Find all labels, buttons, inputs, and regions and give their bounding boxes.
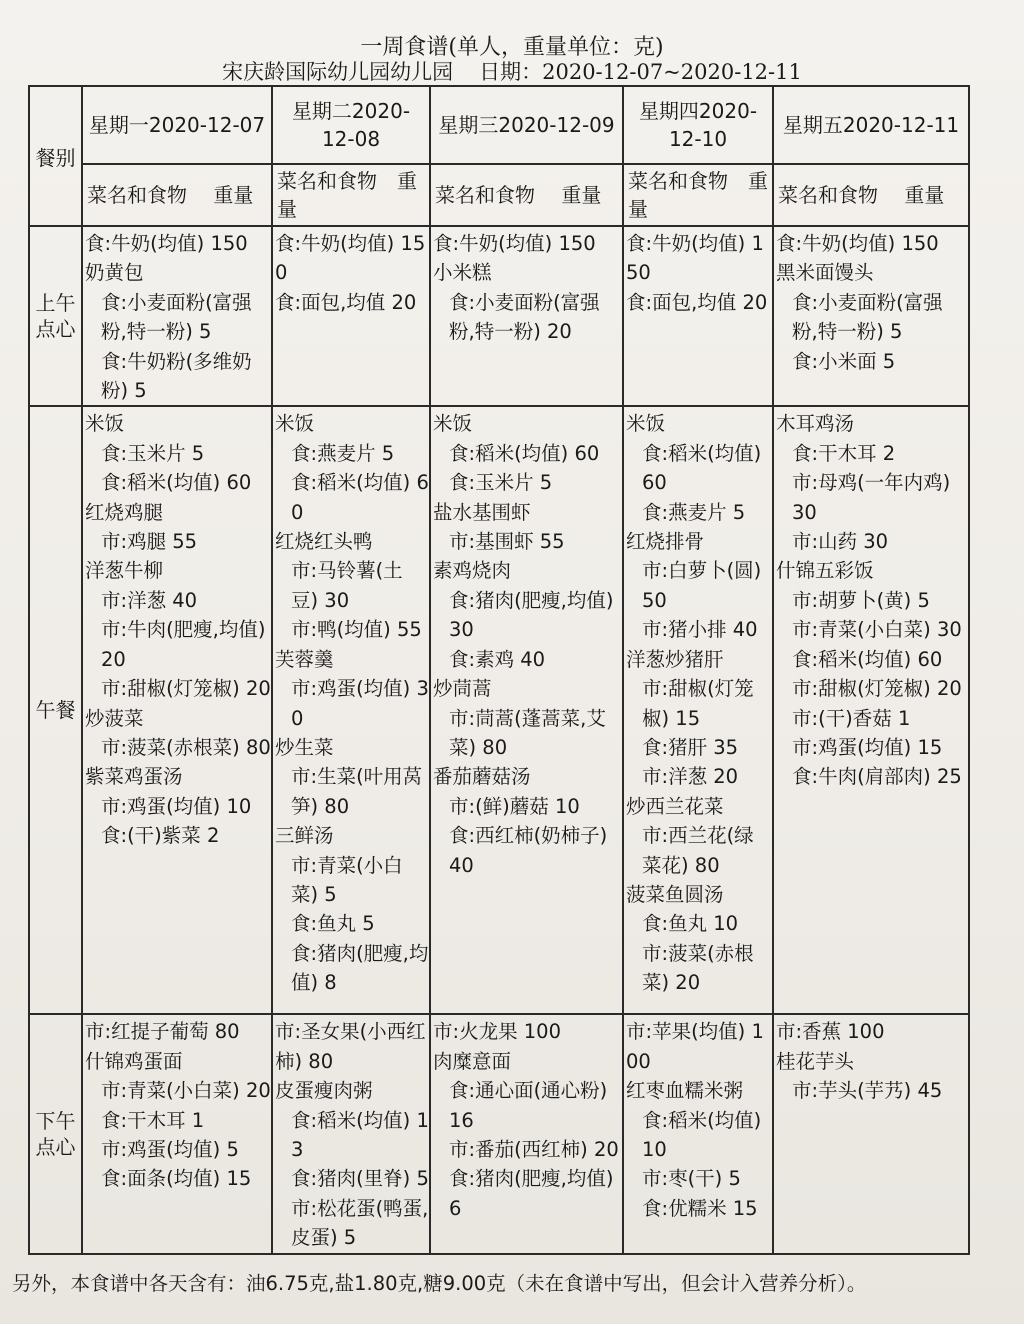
dish-line: 菠菜鱼圆汤 — [626, 882, 724, 906]
day-header-mon: 星期一2020-12-07 — [82, 86, 272, 164]
dish-line: 什锦五彩饭 — [776, 559, 874, 583]
ingredient-line: 食:鱼丸 10 — [642, 912, 739, 936]
dish-line: 红烧红头鸭 — [275, 530, 373, 554]
ingredient-line: 食:稻米(均值) 60 — [101, 471, 252, 495]
dish-line: 市:红提子葡萄 80 — [85, 1020, 240, 1044]
ingredient-line: 食:小麦面粉(富强粉,特一粉) 20 — [449, 290, 600, 344]
dish-line: 番茄蘑菇汤 — [433, 765, 531, 789]
ingredient-line: 食:通心面(通心粉) 16 — [449, 1079, 614, 1132]
ingredient-line: 市:母鸡(一年内鸡) 30 — [792, 471, 957, 524]
menu-cell — [773, 406, 969, 1014]
day-header-fri: 星期五2020-12-11 — [773, 86, 969, 164]
ingredient-line: 食:玉米片 5 — [449, 471, 553, 495]
dish-line: 食:牛奶(均值) 150 — [776, 232, 939, 255]
meal-label: 下午点心 — [29, 1014, 82, 1253]
ingredient-line: 食:牛肉(肩部肉) 25 — [792, 765, 962, 789]
ingredient-line: 食:稻米(均值) 60 — [642, 441, 768, 495]
page-subtitle — [0, 56, 1024, 86]
dish-line: 红烧排骨 — [626, 530, 705, 554]
ingredient-line: 市:山药 30 — [792, 530, 889, 554]
subheader-tue: 菜名和食物 重量 — [272, 164, 430, 226]
dish-line: 市:苹果(均值) 100 — [626, 1020, 764, 1073]
ingredient-line: 食:牛奶粉(多维奶粉) 5 — [101, 349, 252, 403]
dish-line: 市:香蕉 100 — [776, 1020, 885, 1044]
table-subheader-row — [29, 164, 969, 226]
dish-line: 炒茼蒿 — [433, 677, 492, 701]
menu-cell — [272, 406, 430, 1014]
dish-line: 食:面包,均值 20 — [626, 290, 768, 314]
dish-line: 盐水基围虾 — [433, 500, 531, 524]
menu-cell — [623, 226, 773, 406]
ingredient-line: 市:(干)香菇 1 — [792, 706, 911, 730]
meal-label: 上午点心 — [29, 226, 82, 406]
dish-line: 奶黄包 — [85, 261, 144, 285]
subheader-thu: 菜名和食物 重量 — [623, 164, 773, 226]
ingredient-line: 市:鸭(均值) 55 — [291, 618, 422, 642]
dish-line: 三鲜汤 — [275, 824, 334, 848]
meal-row — [29, 1014, 969, 1253]
menu-cell — [623, 406, 773, 1014]
subheader-fri: 菜名和食物 重量 — [773, 164, 969, 226]
ingredient-line: 食:玉米片 5 — [101, 441, 205, 465]
dish-line: 桂花芋头 — [776, 1049, 855, 1073]
dish-line: 红枣血糯米粥 — [626, 1079, 744, 1103]
ingredient-line: 市:鸡蛋(均值) 30 — [291, 677, 429, 730]
dish-line: 木耳鸡汤 — [776, 412, 855, 436]
ingredient-line: 市:菠菜(赤根菜) 20 — [642, 941, 754, 995]
dish-line: 什锦鸡蛋面 — [85, 1049, 183, 1073]
ingredient-line: 食:猪肉(里脊) 5 — [291, 1167, 429, 1191]
ingredient-line: 食:干木耳 1 — [101, 1108, 205, 1132]
menu-cell — [82, 226, 272, 406]
subheader-mon: 菜名和食物 重量 — [82, 164, 272, 226]
ingredient-line: 食:燕麦片 5 — [642, 500, 746, 524]
ingredient-line: 食:素鸡 40 — [449, 647, 546, 671]
school-name: 宋庆龄国际幼儿园幼儿园 — [222, 60, 454, 84]
dish-line: 米饭 — [275, 412, 315, 436]
ingredient-line: 食:干木耳 2 — [792, 441, 896, 465]
dish-line: 炒菠菜 — [85, 706, 144, 730]
dish-line: 食:牛奶(均值) 150 — [275, 232, 426, 285]
ingredient-line: 食:鱼丸 5 — [291, 912, 375, 936]
ingredient-line: 市:生菜(叶用莴笋) 80 — [291, 765, 423, 818]
ingredient-line: 市:白萝卜(圆) 50 — [642, 559, 768, 612]
ingredient-line: 市:胡萝卜(黄) 5 — [792, 588, 930, 612]
menu-cell — [82, 406, 272, 1014]
ingredient-line: 食:小米面 5 — [792, 349, 896, 373]
meal-column-header: 餐别 — [29, 86, 82, 226]
dish-line: 黑米面馒头 — [776, 261, 874, 285]
dish-line: 食:牛奶(均值) 150 — [626, 232, 764, 285]
menu-cell — [773, 1014, 969, 1253]
ingredient-line: 市:猪小排 40 — [642, 618, 758, 642]
ingredient-line: 市:鸡腿 55 — [101, 530, 198, 554]
ingredient-line: 市:马铃薯(土豆) 30 — [291, 559, 403, 612]
ingredient-line: 食:小麦面粉(富强粉,特一粉) 5 — [101, 290, 252, 344]
ingredient-line: 食:猪肉(肥瘦,均值) 6 — [449, 1167, 620, 1220]
ingredient-line: 市:鸡蛋(均值) 15 — [792, 735, 943, 759]
dish-line: 肉糜意面 — [433, 1049, 512, 1073]
ingredient-line: 市:鸡蛋(均值) 5 — [101, 1138, 239, 1162]
ingredient-line: 市:甜椒(灯笼椒) 20 — [101, 677, 271, 701]
ingredient-line: 市:芋头(芋艿) 45 — [792, 1079, 943, 1103]
menu-cell — [430, 226, 623, 406]
dish-line: 市:火龙果 100 — [433, 1020, 561, 1044]
footer-note: 另外，本食谱中各天含有：油6.75克,盐1.80克,糖9.00克（未在食谱中写出，但会计入营养分析）。 — [12, 1272, 867, 1295]
dish-line: 芙蓉羹 — [275, 647, 334, 671]
meal-row — [29, 226, 969, 406]
ingredient-line: 食:稻米(均值) 60 — [449, 441, 600, 465]
dish-line: 食:牛奶(均值) 150 — [433, 232, 596, 255]
dish-line: 炒生菜 — [275, 735, 334, 759]
ingredient-line: 市:(鲜)蘑菇 10 — [449, 794, 580, 818]
menu-cell — [430, 406, 623, 1014]
ingredient-line: 食:优糯米 15 — [642, 1196, 758, 1220]
ingredient-line: 市:洋葱 40 — [101, 588, 198, 612]
menu-cell — [623, 1014, 773, 1253]
dish-line: 洋葱牛柳 — [85, 559, 164, 583]
day-header-wed: 星期三2020-12-09 — [430, 86, 623, 164]
page-title: 一周食谱(单人，重量单位：克) — [360, 35, 664, 60]
ingredient-line: 市:甜椒(灯笼椒) 15 — [642, 677, 754, 730]
day-header-tue: 星期二2020-12-08 — [272, 86, 430, 164]
ingredient-line: 市:鸡蛋(均值) 10 — [101, 794, 252, 818]
dish-line: 皮蛋瘦肉粥 — [275, 1079, 373, 1103]
ingredient-line: 食:西红柿(奶柿子) 40 — [449, 824, 614, 877]
dish-line: 洋葱炒猪肝 — [626, 647, 724, 671]
ingredient-line: 市:牛肉(肥瘦,均值) 20 — [101, 618, 272, 671]
ingredient-line: 食:稻米(均值) 13 — [291, 1108, 429, 1162]
dish-line: 食:面包,均值 20 — [275, 290, 417, 314]
ingredient-line: 食:小麦面粉(富强粉,特一粉) 5 — [792, 290, 943, 344]
ingredient-line: 食:猪肉(肥瘦,均值) 8 — [291, 941, 429, 995]
menu-cell — [430, 1014, 623, 1253]
subheader-wed: 菜名和食物 重量 — [430, 164, 623, 226]
day-header-thu: 星期四2020-12-10 — [623, 86, 773, 164]
dish-line: 米饭 — [626, 412, 666, 436]
ingredient-line: 食:燕麦片 5 — [291, 441, 395, 465]
ingredient-line: 市:基围虾 55 — [449, 530, 565, 554]
dish-line: 小米糕 — [433, 261, 492, 285]
ingredient-line: 市:枣(干) 5 — [642, 1167, 741, 1191]
ingredient-line: 市:青菜(小白菜) 5 — [291, 853, 403, 906]
ingredient-line: 市:番茄(西红柿) 20 — [449, 1138, 619, 1162]
dish-line: 紫菜鸡蛋汤 — [85, 765, 183, 789]
ingredient-line: 市:洋葱 20 — [642, 765, 739, 789]
ingredient-line: 市:甜椒(灯笼椒) 20 — [792, 677, 962, 701]
meal-row — [29, 406, 969, 1014]
date-range: 日期：2020-12-07~2020-12-11 — [479, 60, 802, 84]
weekly-menu-table — [28, 85, 970, 1255]
ingredient-line: 食:面条(均值) 15 — [101, 1167, 252, 1191]
ingredient-line: 市:青菜(小白菜) 20 — [101, 1079, 271, 1103]
ingredient-line: 市:西兰花(绿菜花) 80 — [642, 824, 754, 877]
dish-line: 米饭 — [85, 412, 125, 436]
menu-cell — [272, 1014, 430, 1253]
menu-cell — [272, 226, 430, 406]
dish-line: 素鸡烧肉 — [433, 559, 512, 583]
meal-label: 午餐 — [29, 406, 82, 1014]
dish-line: 米饭 — [433, 412, 473, 436]
ingredient-line: 市:松花蛋(鸭蛋,皮蛋) 5 — [291, 1196, 429, 1250]
dish-line: 红烧鸡腿 — [85, 500, 164, 524]
ingredient-line: 食:稻米(均值) 10 — [642, 1108, 768, 1162]
dish-line: 食:牛奶(均值) 150 — [85, 232, 248, 255]
ingredient-line: 市:菠菜(赤根菜) 80 — [101, 735, 271, 759]
dish-line: 炒西兰花菜 — [626, 794, 724, 818]
ingredient-line: 食:猪肉(肥瘦,均值) 30 — [449, 588, 620, 642]
menu-cell — [773, 226, 969, 406]
table-header-row — [29, 86, 969, 164]
ingredient-line: 食:稻米(均值) 60 — [792, 647, 943, 671]
ingredient-line: 食:稻米(均值) 60 — [291, 471, 429, 524]
ingredient-line: 市:茼蒿(蓬蒿菜,艾菜) 80 — [449, 706, 606, 759]
ingredient-line: 食:猪肝 35 — [642, 735, 739, 759]
ingredient-line: 市:青菜(小白菜) 30 — [792, 618, 962, 642]
menu-cell — [82, 1014, 272, 1253]
ingredient-line: 食:(干)紫菜 2 — [101, 824, 220, 848]
dish-line: 市:圣女果(小西红柿) 80 — [275, 1020, 426, 1073]
